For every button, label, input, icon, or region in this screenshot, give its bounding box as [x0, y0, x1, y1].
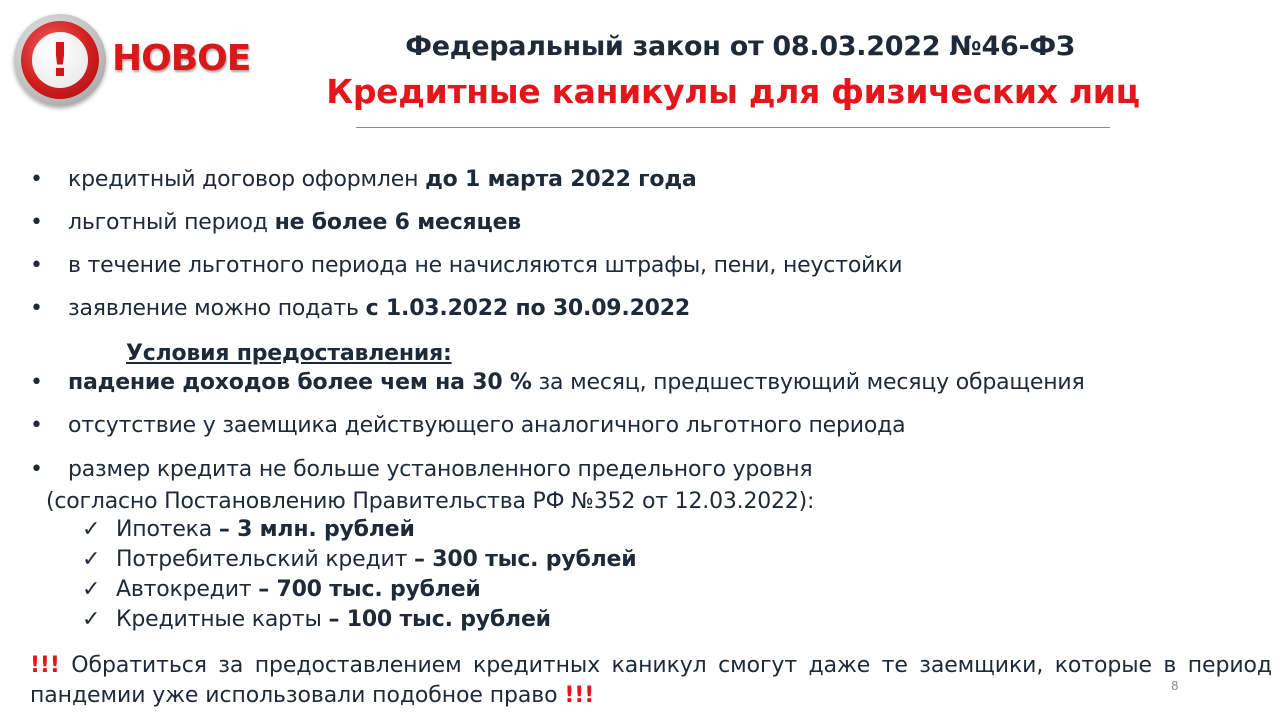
- exclamation-marks: !!!: [564, 683, 595, 708]
- page-number: 8: [1171, 679, 1179, 693]
- exclamation-icon: !: [49, 33, 71, 87]
- check-icon: ✓: [82, 607, 101, 632]
- bullet-icon: •: [30, 413, 43, 438]
- bullet-icon: •: [30, 210, 43, 235]
- law-title: Федеральный закон от 08.03.2022 №46-ФЗ: [405, 31, 1075, 62]
- limit-value: – 300 тыс. рублей: [414, 547, 637, 572]
- note-text: Обратиться за предоставлением кредитных каникул смогут даже те заемщики, которые в период пандемии уже использовали подобное право: [30, 653, 1272, 708]
- bullet-icon: •: [30, 253, 43, 278]
- limit-label: Кредитные карты: [116, 607, 329, 632]
- bullet-text: в течение льготного периода не начисляются штрафы, пени, неустойки: [68, 253, 903, 278]
- check-icon: ✓: [82, 517, 101, 542]
- limit-value: – 3 млн. рублей: [218, 517, 415, 542]
- limit-label: Ипотека: [116, 517, 219, 542]
- condition-text: отсутствие у заемщика действующего аналогичного льготного периода: [68, 413, 906, 438]
- limit-label: Автокредит: [116, 577, 259, 602]
- conditions-heading: Условия предоставления:: [126, 341, 452, 366]
- limit-value: – 700 тыс. рублей: [258, 577, 481, 602]
- limit-label: Потребительский кредит: [116, 547, 415, 572]
- bullet-icon: •: [30, 370, 43, 395]
- check-icon: ✓: [82, 547, 101, 572]
- bullet-text: заявление можно подать с 1.03.2022 по 30.09.2022: [68, 296, 691, 321]
- check-icon: ✓: [82, 577, 101, 602]
- regulation-reference: (согласно Постановлению Правительства РФ №352 от 12.03.2022):: [46, 489, 815, 514]
- condition-text: падение доходов более чем на 30 % за месяц, предшествующий месяцу обращения: [68, 370, 1085, 395]
- badge-label: НОВОЕ: [112, 38, 251, 79]
- slide-title: Кредитные каникулы для физических лиц: [326, 72, 1140, 111]
- bullet-text: кредитный договор оформлен до 1 марта 2022 года: [68, 167, 697, 192]
- exclamation-marks: !!!: [30, 653, 60, 678]
- new-badge-logo: [14, 14, 250, 106]
- bullet-text: льготный период не более 6 месяцев: [68, 210, 522, 235]
- bullet-icon: •: [30, 457, 43, 482]
- limit-value: – 100 тыс. рублей: [328, 607, 551, 632]
- condition-text: размер кредита не больше установленного предельного уровня: [68, 457, 813, 482]
- bullet-icon: •: [30, 296, 43, 321]
- bullet-icon: •: [30, 167, 43, 192]
- closing-note: [30, 651, 1272, 711]
- title-divider: [356, 127, 1110, 128]
